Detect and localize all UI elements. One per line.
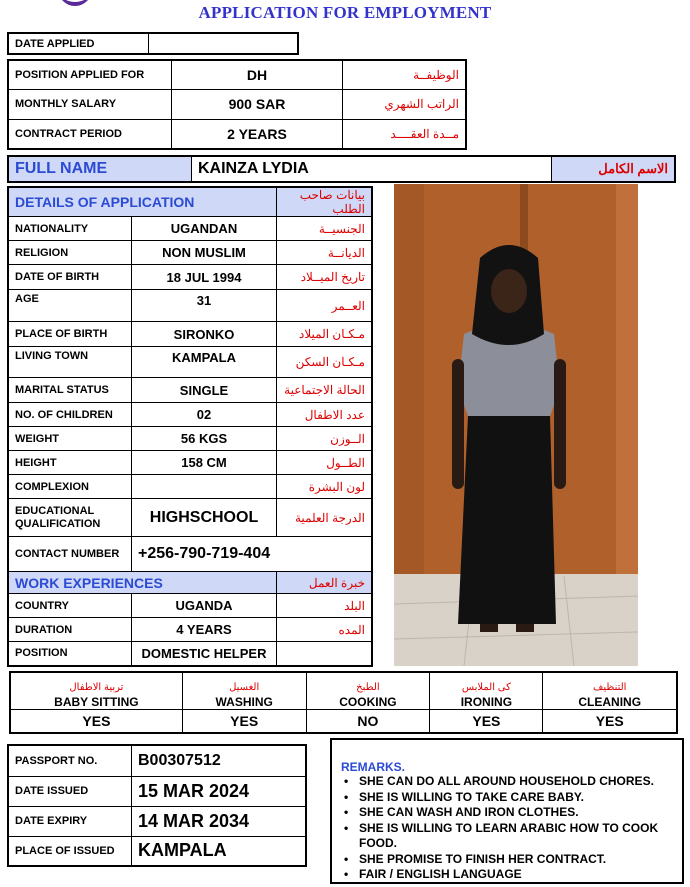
skill-washing-label: WASHING	[215, 695, 273, 709]
marital-value: SINGLE	[132, 378, 277, 403]
contract-ar: مــدة العقــــد	[343, 119, 467, 149]
remarks-title: REMARKS.	[341, 760, 406, 774]
skills-table	[9, 671, 678, 734]
work-country-value: UGANDA	[132, 594, 277, 618]
skill-cleaning	[543, 672, 677, 710]
contact-value: +256-790-719-404	[132, 537, 373, 572]
work-head: WORK EXPERIENCES	[8, 572, 277, 594]
children-label: NO. OF CHILDREN	[8, 403, 132, 427]
age-label: AGE	[8, 290, 132, 322]
salary-value: 900 SAR	[172, 89, 343, 119]
position-table	[7, 59, 467, 150]
passport-no-label: PASSPORT NO.	[8, 745, 132, 776]
skill-washing-ar: الغسيل	[229, 682, 260, 693]
religion-value: NON MUSLIM	[132, 241, 277, 265]
religion-ar: الديانــة	[277, 241, 373, 265]
work-duration-value: 4 YEARS	[132, 618, 277, 642]
skill-cleaning-label: CLEANING	[578, 695, 642, 709]
full-name-table	[7, 155, 676, 183]
remark-item: • SHE IS WILLING TO LEARN ARABIC HOW TO COOK FOOD.	[341, 821, 682, 852]
height-label: HEIGHT	[8, 451, 132, 475]
contract-value: 2 YEARS	[172, 119, 343, 149]
work-duration-ar: المده	[277, 618, 373, 642]
skill-baby-sitting	[10, 672, 182, 710]
remark-item: • SHE PROMISE TO FINISH HER CONTRACT.	[341, 852, 682, 868]
living-town-value: KAMPALA	[132, 347, 277, 378]
details-head-ar: بيانات صاحب الطلب	[277, 187, 373, 217]
skill-cleaning-value: YES	[543, 710, 677, 734]
complexion-value	[132, 475, 277, 499]
date-expiry-label: DATE EXPIRY	[8, 806, 132, 836]
living-town-ar: مـكـان السكن	[277, 347, 373, 378]
work-country-label: COUNTRY	[8, 594, 132, 618]
place-issued-label: PLACE OF ISSUED	[8, 836, 132, 866]
dob-ar: تاريخ الميــلاد	[277, 265, 373, 290]
date-applied-table	[7, 32, 299, 55]
work-duration-label: DURATION	[8, 618, 132, 642]
contract-label: CONTRACT PERIOD	[8, 119, 172, 149]
nationality-value: UGANDAN	[132, 217, 277, 241]
remark-item: • SHE CAN WASH AND IRON CLOTHES.	[341, 805, 682, 821]
skill-washing	[182, 672, 306, 710]
details-table	[7, 186, 373, 667]
children-ar: عدد الاطفال	[277, 403, 373, 427]
date-issued-label: DATE ISSUED	[8, 776, 132, 806]
remark-item: • FAIR / ENGLISH LANGUAGE	[341, 867, 682, 883]
complexion-ar: لون البشرة	[277, 475, 373, 499]
remarks-list	[341, 774, 682, 883]
skill-baby-sitting-ar: تربية الاطفال	[69, 682, 124, 693]
skill-ironing-value: YES	[430, 710, 543, 734]
date-applied-label: DATE APPLIED	[8, 33, 149, 54]
pob-value: SIRONKO	[132, 322, 277, 347]
age-ar: العــمر	[277, 290, 373, 322]
education-ar: الدرجة العلمية	[277, 499, 373, 537]
date-issued-value: 15 MAR 2024	[132, 776, 307, 806]
position-value: DH	[172, 60, 343, 89]
details-head: DETAILS OF APPLICATION	[8, 187, 277, 217]
form-title: APPLICATION FOR EMPLOYMENT	[198, 3, 492, 22]
marital-ar: الحالة الاجتماعية	[277, 378, 373, 403]
work-position-value: DOMESTIC HELPER	[132, 642, 277, 666]
education-value: HIGHSCHOOL	[132, 499, 277, 537]
skill-ironing-ar: كى الملابس	[461, 682, 511, 693]
pob-ar: مـكـان الميلاد	[277, 322, 373, 347]
complexion-label: COMPLEXION	[8, 475, 132, 499]
full-name-value: KAINZA LYDIA	[192, 156, 552, 182]
pob-label: PLACE OF BIRTH	[8, 322, 132, 347]
work-position-ar	[277, 642, 373, 666]
nationality-label: NATIONALITY	[8, 217, 132, 241]
age-value: 31	[132, 290, 277, 322]
passport-table	[7, 744, 307, 867]
living-town-label: LIVING TOWN	[8, 347, 132, 378]
remarks-box	[330, 738, 684, 884]
remark-item: • SHE CAN DO ALL AROUND HOUSEHOLD CHORES.	[341, 774, 682, 790]
education-label: EDUCATIONAL QUALIFICATION	[8, 499, 132, 537]
skill-ironing	[430, 672, 543, 710]
position-label: POSITION APPLIED FOR	[8, 60, 172, 89]
salary-label: MONTHLY SALARY	[8, 89, 172, 119]
skill-washing-value: YES	[182, 710, 306, 734]
weight-label: WEIGHT	[8, 427, 132, 451]
height-value: 158 CM	[132, 451, 277, 475]
skill-cooking-value: NO	[306, 710, 430, 734]
skill-baby-sitting-value: YES	[10, 710, 182, 734]
contact-label: CONTACT NUMBER	[8, 537, 132, 572]
applicant-photo	[394, 184, 638, 666]
salary-ar: الراتب الشهري	[343, 89, 467, 119]
date-expiry-value: 14 MAR 2034	[132, 806, 307, 836]
height-ar: الطــول	[277, 451, 373, 475]
skill-cooking-label: COOKING	[339, 695, 397, 709]
work-country-ar: البلد	[277, 594, 373, 618]
skill-ironing-label: IRONING	[460, 695, 513, 709]
nationality-ar: الجنسيــة	[277, 217, 373, 241]
position-ar: الوظيفــة	[343, 60, 467, 89]
skill-cleaning-ar: التنظيف	[593, 682, 627, 693]
full-name-ar: الاسم الكامل	[552, 156, 676, 182]
place-issued-value: KAMPALA	[132, 836, 307, 866]
work-head-ar: خبرة العمل	[277, 572, 373, 594]
children-value: 02	[132, 403, 277, 427]
work-position-label: POSITION	[8, 642, 132, 666]
dob-label: DATE OF BIRTH	[8, 265, 132, 290]
passport-no-value: B00307512	[132, 745, 307, 776]
religion-label: RELIGION	[8, 241, 132, 265]
weight-value: 56 KGS	[132, 427, 277, 451]
remark-item: • SHE IS WILLING TO TAKE CARE BABY.	[341, 790, 682, 806]
applicant-photo-graphic	[394, 184, 638, 666]
skill-cooking	[306, 672, 430, 710]
skill-baby-sitting-label: BABY SITTING	[54, 695, 139, 709]
full-name-label: FULL NAME	[8, 156, 192, 182]
weight-ar: الــوزن	[277, 427, 373, 451]
date-applied-value	[149, 33, 299, 54]
skill-cooking-ar: الطبخ	[356, 682, 380, 693]
marital-label: MARITAL STATUS	[8, 378, 132, 403]
dob-value: 18 JUL 1994	[132, 265, 277, 290]
